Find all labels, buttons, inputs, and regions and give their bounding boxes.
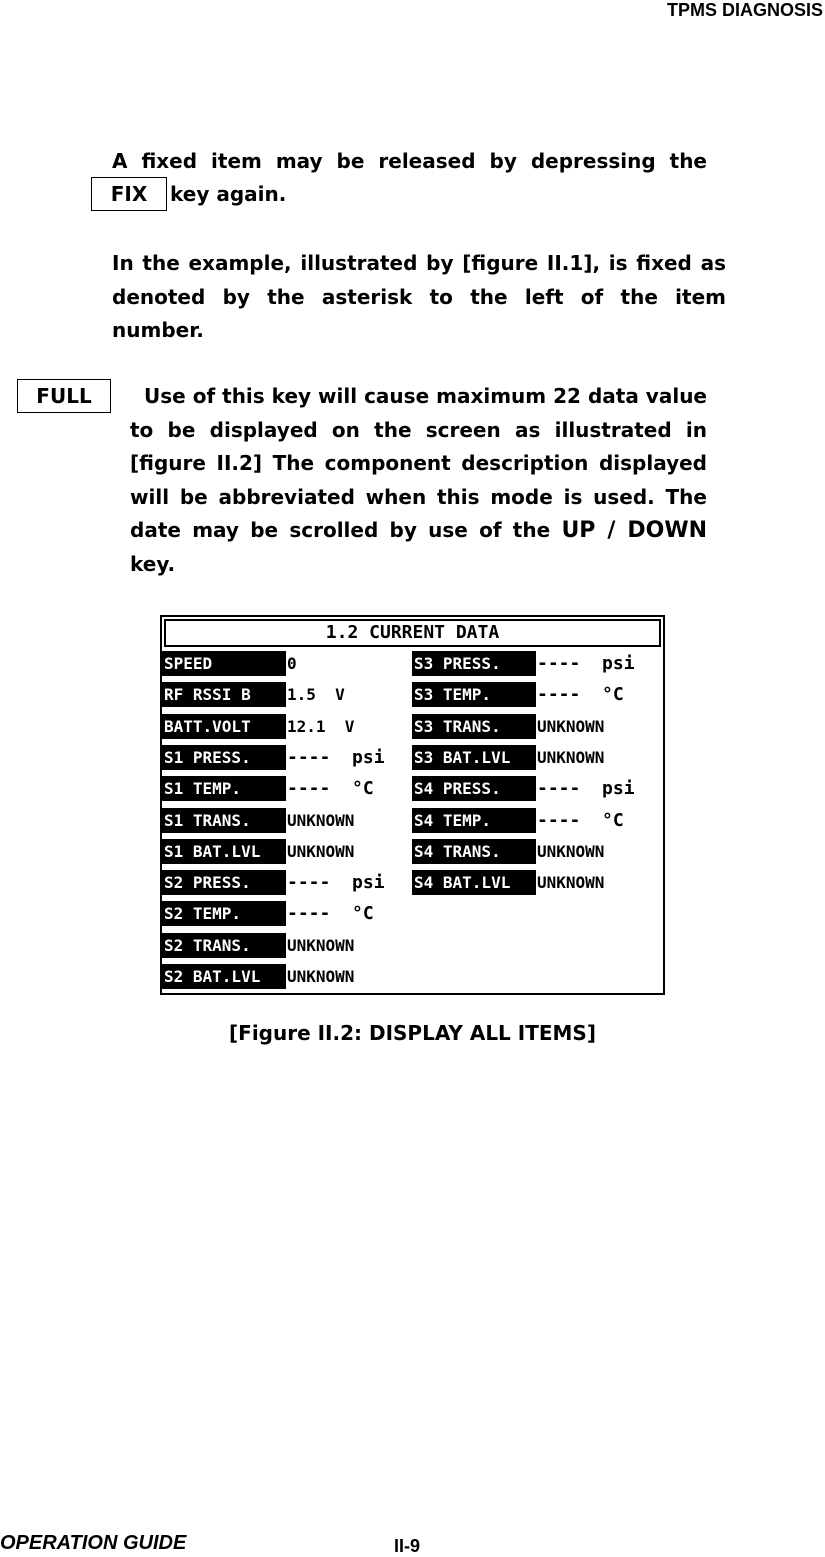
screen-item-value-text: ----	[537, 653, 581, 674]
fix-release-line1: A fixed item may be released by depressing the	[112, 149, 707, 173]
screen-item-value-text: ----	[287, 778, 331, 800]
screen-item-value	[287, 870, 385, 895]
screen-item-unit: V	[344, 716, 355, 736]
screen-item-value	[537, 682, 624, 707]
screen-item-unit: °C	[352, 778, 374, 800]
screen-title: 1.2 CURRENT DATA	[164, 619, 661, 647]
full-text-end: key.	[130, 551, 176, 576]
header-title: TPMS DIAGNOSIS	[666, 0, 823, 20]
screen-item-value	[287, 714, 354, 739]
screen-item-unit: °C	[602, 684, 624, 706]
screen-item-label: S1 PRESS.	[162, 745, 286, 770]
screen-item-value	[287, 933, 354, 958]
example-paragraph: In the example, illustrated by [figure II.1], is fixed as denoted by the asterisk to the left of the item number.	[112, 251, 726, 342]
screen-item-unit: V	[335, 685, 345, 705]
screen-item-value-text: ----	[537, 778, 581, 800]
screen-item-value	[287, 745, 385, 770]
screen-item-value-text: ----	[287, 746, 331, 768]
screen-item-value	[537, 776, 635, 801]
screen-item-value-text: ----	[287, 903, 331, 925]
screen-item-label: S1 BAT.LVL	[162, 839, 286, 864]
up-down-keys: UP / DOWN	[561, 518, 708, 543]
screen-item-value	[537, 808, 624, 833]
screen-item-label: S2 BAT.LVL	[162, 964, 286, 989]
screen-item-label: S4 PRESS.	[412, 776, 536, 801]
screen-item-label: S3 PRESS.	[412, 651, 536, 676]
screen-item-value	[287, 839, 354, 864]
screen-item-unit: psi	[602, 778, 635, 800]
screen-item-value	[287, 682, 345, 707]
full-key-label: FULL	[17, 379, 111, 413]
screen-item-value-text: 12.1	[287, 716, 326, 736]
screen-item-label: S1 TEMP.	[162, 776, 286, 801]
screen-item-value-text: UNKNOWN	[287, 841, 355, 861]
screen-item-label: S2 TEMP.	[162, 901, 286, 926]
screen-item-label: S4 BAT.LVL	[412, 870, 536, 895]
fix-key-label: FIX	[91, 177, 167, 211]
screen-item-value-text: ----	[537, 809, 581, 831]
screen-item-value	[537, 714, 604, 739]
fix-release-line2: key again.	[170, 182, 287, 206]
figure-caption: [Figure II.2: DISPLAY ALL ITEMS]	[229, 1021, 596, 1045]
screen-item-unit: psi	[352, 746, 385, 768]
screen-item-value-text: 0	[287, 654, 297, 673]
screen-item-value	[537, 745, 604, 770]
screen-item-value	[537, 870, 604, 895]
screen-item-value-text: UNKNOWN	[287, 967, 355, 986]
screen-item-value	[537, 651, 635, 676]
screen-item-label: BATT.VOLT	[162, 714, 286, 739]
screen-item-label: S3 BAT.LVL	[412, 745, 536, 770]
screen-item-value-text: 1.5	[287, 685, 316, 705]
screen-item-label: SPEED	[162, 651, 286, 676]
screen-item-value-text: UNKNOWN	[537, 716, 605, 736]
full-key-description	[130, 380, 707, 581]
footer-page-number: II-9	[394, 1536, 421, 1556]
screen-item-value-text: UNKNOWN	[537, 841, 605, 861]
screen-item-label: S3 TRANS.	[412, 714, 536, 739]
screen-item-value-text: ----	[537, 684, 581, 706]
screen-item-label: S3 TEMP.	[412, 682, 536, 707]
full-text: Use of this key will cause maximum 22 data value to be displayed on the screen as illustrated in [figure II.2] The component description displayed will be abbreviated when this mode is used. The date may be scrolled by use of the	[130, 384, 707, 542]
screen-item-label: S4 TEMP.	[412, 808, 536, 833]
screen-item-value	[287, 964, 354, 989]
screen-item-label: S1 TRANS.	[162, 808, 286, 833]
screen-item-value-text: ----	[287, 872, 331, 894]
screen-item-value-text: UNKNOWN	[537, 873, 605, 893]
screen-item-value-text: UNKNOWN	[537, 747, 605, 767]
lcd-screen-figure	[160, 615, 665, 995]
screen-item-value	[287, 776, 374, 801]
screen-item-label: S4 TRANS.	[412, 839, 536, 864]
screen-item-label: S2 TRANS.	[162, 933, 286, 958]
screen-item-unit: °C	[602, 809, 624, 831]
screen-item-value-text: UNKNOWN	[287, 810, 355, 830]
screen-item-value	[287, 808, 354, 833]
screen-item-unit: psi	[352, 872, 385, 894]
screen-item-value	[287, 651, 297, 676]
screen-item-label: RF RSSI B	[162, 682, 286, 707]
screen-item-value	[537, 839, 604, 864]
screen-item-unit: psi	[602, 653, 635, 674]
screen-item-unit: °C	[352, 903, 374, 925]
screen-item-value-text: UNKNOWN	[287, 935, 355, 955]
screen-item-label: S2 PRESS.	[162, 870, 286, 895]
footer-guide-title: OPERATION GUIDE	[0, 1532, 187, 1554]
screen-item-value	[287, 901, 374, 926]
